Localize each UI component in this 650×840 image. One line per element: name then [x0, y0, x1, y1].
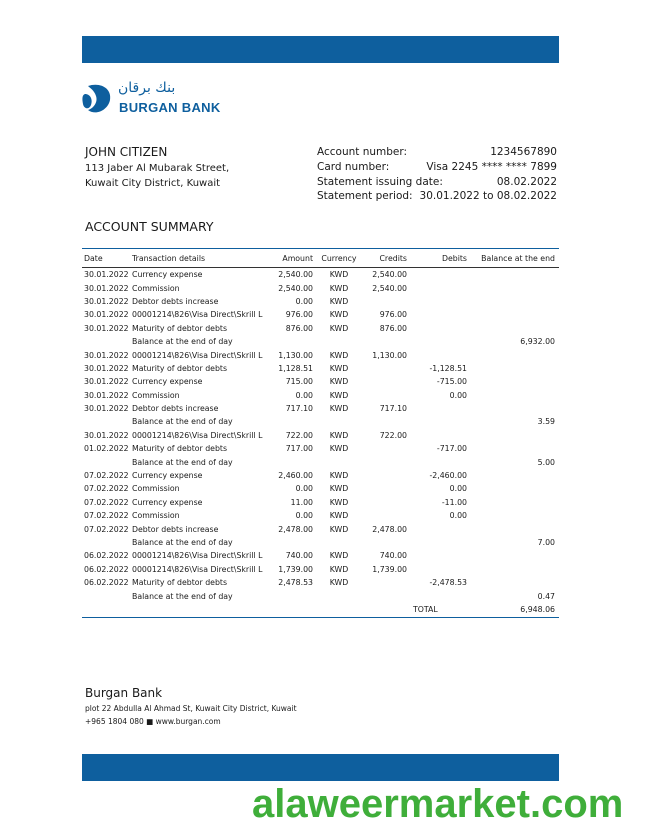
cell-details: Maturity of debtor debts [132, 578, 228, 588]
cell-date: 07.02.2022 [84, 484, 129, 494]
col-header-balance: Balance at the end [481, 253, 555, 263]
cell-details: Commission [132, 283, 180, 293]
section-title: ACCOUNT SUMMARY [85, 219, 214, 234]
cell-details: 00001214\826\Visa Direct\Skrill L [132, 551, 263, 561]
statement-period-label: Statement period: [317, 190, 413, 202]
cell-details: Currency expense [132, 270, 203, 280]
cell-date: 30.01.2022 [84, 310, 129, 320]
cell-debits: -2,460.00 [429, 471, 467, 481]
cell-details: 00001214\826\Visa Direct\Skrill L [132, 564, 263, 574]
table-row [82, 389, 559, 402]
cell-date: 06.02.2022 [84, 578, 129, 588]
table-row [82, 335, 559, 348]
cell-currency: KWD [329, 524, 349, 534]
cell-date [82, 335, 130, 348]
statement-period-value: 30.01.2022 to 08.02.2022 [419, 190, 557, 202]
cell-date [82, 415, 130, 428]
cell-debits [411, 455, 471, 468]
cell-debits: 0.00 [449, 511, 467, 521]
cell-balance [471, 402, 559, 415]
account-number-label: Account number: [317, 146, 408, 158]
cell-date: 30.01.2022 [84, 283, 129, 293]
cell-date: 30.01.2022 [84, 363, 129, 373]
cell-date: 06.02.2022 [84, 564, 129, 574]
table-row [82, 429, 559, 442]
table-row [82, 509, 559, 522]
cell-date: 30.01.2022 [84, 323, 129, 333]
cell-details: 00001214\826\Visa Direct\Skrill L [132, 430, 263, 440]
cell-debits [411, 415, 471, 428]
cell-amount [272, 589, 317, 602]
footer-contact: +965 1804 080 ■ www.burgan.com [85, 717, 221, 726]
table-row [82, 522, 559, 535]
cell-balance: 3.59 [537, 417, 555, 427]
cell-details: Maturity of debtor debts [132, 363, 228, 373]
cell-debits [411, 563, 471, 576]
cell-balance [471, 375, 559, 388]
cell-balance [471, 496, 559, 509]
cell-details: Commission [132, 511, 180, 521]
cell-currency: KWD [329, 363, 349, 373]
cell-currency [317, 455, 359, 468]
cell-details: Debtor debts increase [132, 404, 219, 414]
cell-date: 30.01.2022 [84, 404, 129, 414]
table-row [82, 563, 559, 576]
cell-currency: KWD [329, 323, 349, 333]
table-row [82, 322, 559, 335]
cell-date: 30.01.2022 [84, 430, 129, 440]
table-row [82, 589, 559, 602]
cell-details: 00001214\826\Visa Direct\Skrill L [132, 350, 263, 360]
cell-date: 06.02.2022 [84, 551, 129, 561]
cell-currency: KWD [329, 404, 349, 414]
cell-balance [471, 308, 559, 321]
cell-currency: KWD [329, 511, 349, 521]
cell-debits: -11.00 [441, 497, 467, 507]
cell-credits [359, 442, 411, 455]
col-header-currency: Currency [321, 253, 357, 263]
cell-credits: 1,130.00 [372, 350, 407, 360]
cell-amount [272, 536, 317, 549]
cell-balance [471, 295, 559, 308]
total-empty-cell [130, 603, 272, 618]
total-empty-cell [359, 603, 411, 618]
cell-details: Balance at the end of day [132, 337, 233, 347]
cell-balance [471, 442, 559, 455]
total-empty-cell [272, 603, 317, 618]
cell-amount: 717.10 [285, 404, 313, 414]
cell-amount: 740.00 [285, 551, 313, 561]
cell-currency: KWD [329, 444, 349, 454]
cell-credits: 2,478.00 [372, 524, 407, 534]
cell-amount: 2,460.00 [278, 471, 313, 481]
table-row [82, 549, 559, 562]
cell-debits: -717.00 [436, 444, 467, 454]
cell-amount: 2,540.00 [278, 270, 313, 280]
cell-debits [411, 295, 471, 308]
transactions-table [82, 248, 559, 618]
table-total-row [82, 603, 559, 618]
cell-details: Currency expense [132, 377, 203, 387]
cell-amount [272, 335, 317, 348]
cell-balance [471, 549, 559, 562]
table-row [82, 442, 559, 455]
cell-credits [359, 362, 411, 375]
cell-amount: 715.00 [285, 377, 313, 387]
total-empty-cell [82, 603, 130, 618]
cell-debits [411, 522, 471, 535]
cell-balance [471, 469, 559, 482]
watermark: alaweermarket.com [252, 782, 624, 826]
issue-date-label: Statement issuing date: [317, 176, 443, 188]
table-row [82, 295, 559, 308]
cell-date [82, 589, 130, 602]
issue-date-value: 08.02.2022 [496, 176, 557, 188]
cell-balance: 6,932.00 [520, 337, 555, 347]
cell-credits [359, 509, 411, 522]
cell-debits [411, 335, 471, 348]
table-row [82, 402, 559, 415]
cell-credits [359, 536, 411, 549]
cell-details: Maturity of debtor debts [132, 323, 228, 333]
cell-debits [411, 402, 471, 415]
cell-debits [411, 429, 471, 442]
table-row [82, 375, 559, 388]
card-number-value: Visa 2245 **** **** 7899 [426, 161, 557, 173]
table-row [82, 415, 559, 428]
cell-debits [411, 549, 471, 562]
cell-amount: 0.00 [295, 296, 313, 306]
table-row [82, 281, 559, 294]
cell-date: 07.02.2022 [84, 471, 129, 481]
col-header-amount: Amount [282, 253, 313, 263]
customer-name: JOHN CITIZEN [85, 145, 168, 159]
cell-amount: 2,478.00 [278, 524, 313, 534]
cell-currency: KWD [329, 578, 349, 588]
cell-balance [471, 522, 559, 535]
cell-credits [359, 455, 411, 468]
cell-currency: KWD [329, 430, 349, 440]
cell-credits: 740.00 [379, 551, 407, 561]
cell-details: Maturity of debtor debts [132, 444, 228, 454]
cell-details: Currency expense [132, 497, 203, 507]
cell-debits [411, 589, 471, 602]
cell-debits: -2,478.53 [429, 578, 467, 588]
cell-currency [317, 335, 359, 348]
cell-date: 01.02.2022 [84, 444, 129, 454]
customer-address-line1: 113 Jaber Al Mubarak Street, [85, 163, 230, 174]
cell-balance [471, 281, 559, 294]
cell-balance [471, 482, 559, 495]
total-value: 6,948.06 [471, 603, 559, 618]
cell-amount: 2,540.00 [278, 283, 313, 293]
cell-date [82, 455, 130, 468]
table-row [82, 469, 559, 482]
cell-currency: KWD [329, 484, 349, 494]
cell-date: 07.02.2022 [84, 511, 129, 521]
cell-debits: 0.00 [449, 484, 467, 494]
card-number-row [317, 161, 557, 173]
cell-amount [272, 455, 317, 468]
cell-amount: 11.00 [290, 497, 313, 507]
footer-band [82, 754, 559, 781]
cell-currency: KWD [329, 310, 349, 320]
cell-amount: 1,130.00 [278, 350, 313, 360]
bank-name: BURGAN BANK [119, 100, 221, 115]
cell-credits [359, 589, 411, 602]
table-row [82, 268, 559, 282]
cell-date: 07.02.2022 [84, 497, 129, 507]
cell-currency: KWD [329, 471, 349, 481]
cell-details: Balance at the end of day [132, 538, 233, 547]
table-row [82, 455, 559, 468]
cell-amount: 2,478.53 [278, 578, 313, 588]
cell-credits: 2,540.00 [372, 270, 407, 280]
cell-date: 30.01.2022 [84, 350, 129, 360]
total-label: TOTAL [411, 603, 471, 618]
cell-balance [471, 429, 559, 442]
cell-currency: KWD [329, 564, 349, 574]
cell-details: Debtor debts increase [132, 296, 219, 306]
customer-address-line2: Kuwait City District, Kuwait [85, 178, 221, 189]
cell-amount: 717.00 [285, 444, 313, 454]
cell-balance: 7.00 [537, 538, 555, 547]
cell-balance [471, 563, 559, 576]
cell-credits [359, 335, 411, 348]
cell-balance [471, 509, 559, 522]
cell-currency [317, 536, 359, 549]
table-row [82, 536, 559, 549]
col-header-date: Date [84, 253, 103, 263]
cell-amount: 1,739.00 [278, 564, 313, 574]
table-row [82, 496, 559, 509]
cell-details: Currency expense [132, 471, 203, 481]
cell-date: 30.01.2022 [84, 296, 129, 306]
table-row [82, 308, 559, 321]
cell-amount [272, 415, 317, 428]
cell-debits: 0.00 [449, 390, 467, 400]
cell-debits [411, 536, 471, 549]
bank-name-arabic: بنك برقان [118, 80, 176, 96]
cell-debits [411, 322, 471, 335]
cell-balance [471, 576, 559, 589]
header-band [82, 36, 559, 63]
footer-address: plot 22 Abdulla Al Ahmad St, Kuwait City District, Kuwait [85, 704, 297, 713]
cell-date: 30.01.2022 [84, 377, 129, 387]
cell-balance [471, 322, 559, 335]
cell-date [82, 536, 130, 549]
cell-date: 30.01.2022 [84, 270, 129, 280]
cell-amount: 722.00 [285, 430, 313, 440]
cell-currency [317, 415, 359, 428]
cell-credits [359, 496, 411, 509]
cell-currency: KWD [329, 377, 349, 387]
cell-currency: KWD [329, 350, 349, 360]
cell-currency [317, 589, 359, 602]
cell-balance [471, 348, 559, 361]
cell-credits [359, 295, 411, 308]
cell-credits: 876.00 [379, 323, 407, 333]
col-header-credits: Credits [379, 253, 407, 263]
cell-balance: 5.00 [537, 457, 555, 467]
account-number-row [317, 146, 557, 158]
card-number-label: Card number: [317, 161, 390, 173]
cell-debits [411, 281, 471, 294]
table-row [82, 348, 559, 361]
burgan-logo-icon [82, 82, 114, 116]
cell-currency: KWD [329, 296, 349, 306]
col-header-debits: Debits [441, 253, 467, 263]
issue-date-row [317, 176, 557, 188]
bank-logo [82, 80, 242, 120]
table-row [82, 482, 559, 495]
col-header-details: Transaction details [132, 253, 206, 263]
cell-details: Commission [132, 484, 180, 494]
cell-amount: 0.00 [295, 484, 313, 494]
cell-currency: KWD [329, 497, 349, 507]
footer-bank-name: Burgan Bank [85, 686, 163, 700]
cell-credits [359, 482, 411, 495]
cell-amount: 0.00 [295, 390, 313, 400]
cell-currency: KWD [329, 270, 349, 280]
cell-amount: 876.00 [285, 323, 313, 333]
cell-credits [359, 415, 411, 428]
cell-details: 00001214\826\Visa Direct\Skrill L [132, 310, 263, 320]
cell-amount: 976.00 [285, 310, 313, 320]
cell-balance [471, 389, 559, 402]
cell-debits: -1,128.51 [429, 363, 467, 373]
table-row [82, 576, 559, 589]
cell-date: 30.01.2022 [84, 390, 129, 400]
cell-credits [359, 389, 411, 402]
cell-date: 07.02.2022 [84, 524, 129, 534]
cell-credits [359, 469, 411, 482]
cell-credits: 2,540.00 [372, 283, 407, 293]
cell-currency: KWD [329, 283, 349, 293]
cell-details: Debtor debts increase [132, 524, 219, 534]
cell-balance [471, 362, 559, 375]
cell-details: Commission [132, 390, 180, 400]
cell-debits [411, 348, 471, 361]
cell-amount: 1,128.51 [278, 363, 313, 373]
cell-debits: -715.00 [436, 377, 467, 387]
table-row [82, 362, 559, 375]
cell-credits: 717.10 [379, 404, 407, 414]
cell-credits [359, 375, 411, 388]
table-body [82, 268, 559, 618]
cell-debits [411, 268, 471, 282]
cell-currency: KWD [329, 390, 349, 400]
cell-credits: 1,739.00 [372, 564, 407, 574]
table-header-row [82, 249, 559, 268]
cell-balance [471, 268, 559, 282]
cell-debits [411, 308, 471, 321]
cell-currency: KWD [329, 551, 349, 561]
cell-credits [359, 576, 411, 589]
total-empty-cell [317, 603, 359, 618]
statement-period-row [317, 190, 557, 202]
cell-details: Balance at the end of day [132, 417, 233, 427]
cell-details: Balance at the end of day [132, 591, 233, 601]
cell-amount: 0.00 [295, 511, 313, 521]
cell-credits: 722.00 [379, 430, 407, 440]
cell-balance: 0.47 [537, 591, 555, 601]
cell-credits: 976.00 [379, 310, 407, 320]
account-number-value: 1234567890 [490, 146, 557, 158]
cell-details: Balance at the end of day [132, 457, 233, 467]
